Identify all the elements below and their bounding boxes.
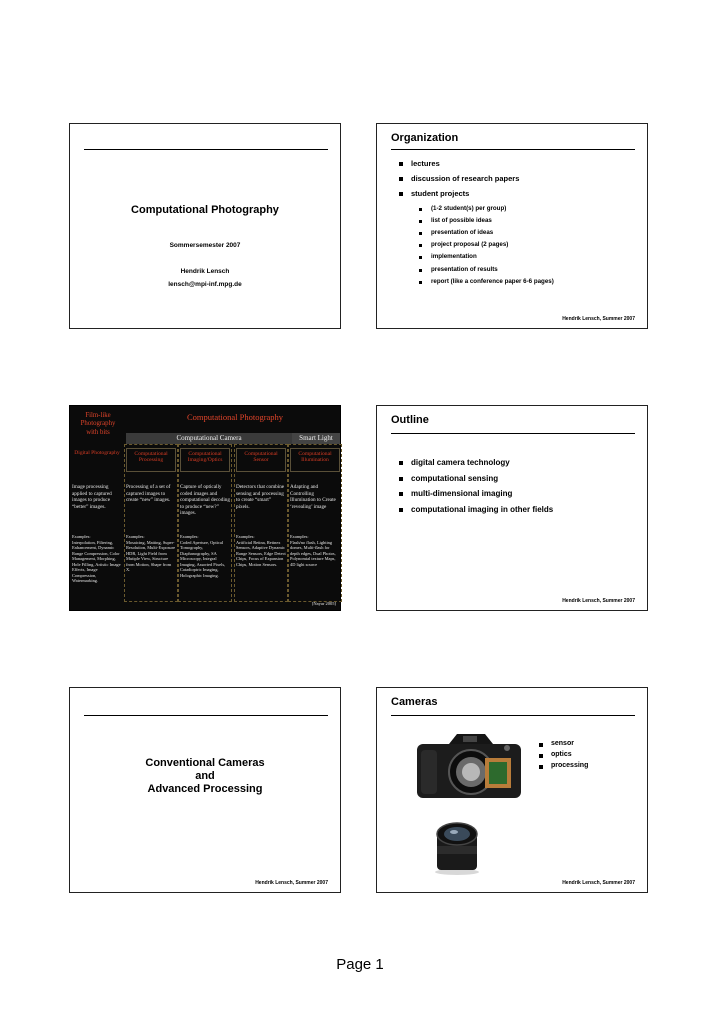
bullet-square-icon bbox=[419, 208, 422, 211]
column-header: Digital Photography bbox=[74, 450, 120, 456]
column-header: Computational Processing bbox=[126, 448, 176, 472]
sub-bullet-item bbox=[397, 241, 554, 248]
author-email: lensch@mpi-inf.mpg.de bbox=[168, 281, 242, 288]
slide-organization bbox=[376, 123, 648, 329]
bullet-text: student projects bbox=[411, 189, 470, 199]
bullet-text: report (like a conference paper 6-6 pages) bbox=[431, 277, 554, 285]
column-description: Detectors that combine sensing and processing to create “smart” pixels. bbox=[236, 484, 285, 510]
divider bbox=[391, 433, 635, 434]
column-description: Processing of a set of captured images to create “new” images. bbox=[126, 484, 171, 503]
course-title: Computational Photography bbox=[131, 204, 279, 216]
slide-computational-photography-table bbox=[69, 405, 341, 611]
bullet-item bbox=[537, 740, 588, 747]
cameras-topic-list bbox=[537, 740, 588, 773]
bullet-square-icon bbox=[539, 754, 543, 758]
zoom-lens-image bbox=[425, 816, 489, 876]
sub-bullet-item bbox=[397, 266, 554, 273]
column-header: Computational Illumination bbox=[290, 448, 340, 472]
bullet-square-icon bbox=[539, 743, 543, 747]
sub-bullet-item bbox=[397, 229, 554, 236]
column-examples: Examples: Mosaicing, Matting, Super-Resolution, Multi-Exposure HDR, Light Field from Mutiple View, Structure from Motion, Shape from X. bbox=[126, 534, 176, 572]
smart-light-band: Smart Light bbox=[292, 433, 340, 444]
bullet-item bbox=[397, 189, 554, 198]
sub-bullet-item bbox=[397, 253, 554, 260]
bullet-text: sensor bbox=[551, 740, 574, 747]
bullet-text: lectures bbox=[411, 159, 440, 168]
bullet-square-icon bbox=[419, 281, 422, 284]
bullet-item bbox=[397, 458, 553, 467]
bullet-text: (1-2 student(s) per group) bbox=[431, 204, 507, 212]
column-description: Image processing applied to captured images to produce “better” images. bbox=[72, 484, 112, 510]
computational-photography-heading: Computational Photography bbox=[186, 412, 284, 422]
bullet-square-icon bbox=[419, 220, 422, 223]
bullet-item bbox=[397, 159, 554, 168]
column-header: Computational Imaging/Optics bbox=[180, 448, 230, 472]
slide-footer: Hendrik Lensch, Summer 2007 bbox=[255, 880, 328, 886]
bullet-square-icon bbox=[399, 162, 403, 166]
bullet-square-icon bbox=[399, 177, 403, 181]
bullet-text: optics bbox=[551, 751, 572, 758]
organization-list bbox=[397, 159, 554, 290]
semester-label: Sommersemester 2007 bbox=[169, 242, 241, 249]
divider bbox=[84, 149, 328, 150]
section-title-line2: and bbox=[195, 770, 215, 782]
bullet-square-icon bbox=[399, 192, 403, 196]
sub-bullet-item bbox=[397, 217, 554, 224]
column-description: Capture of optically coded images and computational decoding to produce “new?” images. bbox=[180, 484, 230, 516]
dslr-camera-image bbox=[413, 730, 525, 802]
author-name: Hendrik Lensch bbox=[180, 268, 230, 275]
column-header: Computational Sensor bbox=[236, 448, 286, 472]
bullet-square-icon bbox=[399, 492, 403, 496]
bullet-text: list of possible ideas bbox=[431, 216, 492, 224]
slide-heading: Organization bbox=[391, 132, 459, 144]
column-examples: Examples: Flash/no flash, Lighting domes, Multi-flash for depth edges, Dual Photos, Polynomial texture Maps, 4D light source bbox=[290, 534, 336, 567]
sub-bullet-item bbox=[397, 278, 554, 285]
bullet-square-icon bbox=[539, 765, 543, 769]
page-number: Page 1 bbox=[336, 956, 384, 973]
section-title-line3: Advanced Processing bbox=[147, 783, 263, 795]
bullet-item bbox=[397, 489, 553, 498]
bullet-text: project proposal (2 pages) bbox=[431, 241, 509, 249]
bullet-square-icon bbox=[399, 461, 403, 465]
bullet-item bbox=[397, 505, 553, 514]
slide-footer: Hendrik Lensch, Summer 2007 bbox=[562, 880, 635, 886]
bullet-item bbox=[397, 174, 554, 183]
bullet-square-icon bbox=[399, 508, 403, 512]
bullet-text: multi-dimensional imaging bbox=[411, 489, 513, 498]
bullet-text: implementation bbox=[431, 253, 477, 261]
bullet-text: digital camera technology bbox=[411, 458, 510, 467]
bullet-text: processing bbox=[551, 762, 589, 769]
bullet-text: computational imaging in other fields bbox=[411, 504, 554, 514]
bullet-square-icon bbox=[419, 256, 422, 259]
bullet-square-icon bbox=[419, 232, 422, 235]
column-examples: Examples: Coded Aperture, Optical Tomography, Diaphanography, SA Microscopy, Integral Imaging, Assorted Pixels, Catadioptric Imaging, Holographic Imaging. bbox=[180, 534, 226, 578]
column-examples: Examples: Interpolation, Filtering, Enhancement, Dynamic Range Compression, Color Management, Morphing, Hole Filling, Artistic Image Effects, Image Compression, Watermarking. bbox=[72, 534, 121, 583]
bullet-item bbox=[537, 751, 588, 758]
film-like-label: Film-like Photography with bits bbox=[80, 412, 116, 436]
citation: [Nayar 2005] bbox=[311, 601, 336, 606]
slide-footer: Hendrik Lensch, Summer 2007 bbox=[562, 598, 635, 604]
slide-heading: Outline bbox=[391, 414, 429, 426]
divider bbox=[84, 715, 328, 716]
computational-camera-band: Computational Camera bbox=[126, 433, 292, 444]
sub-bullet-item bbox=[397, 205, 554, 212]
bullet-item bbox=[397, 474, 553, 483]
bullet-text: computational sensing bbox=[411, 473, 499, 483]
bullet-text: presentation of ideas bbox=[431, 228, 494, 236]
slide-footer: Hendrik Lensch, Summer 2007 bbox=[562, 316, 635, 322]
divider bbox=[391, 149, 635, 150]
column-description: Adapting and Controlling Illumination to Create ‘revealing’ image bbox=[290, 484, 336, 510]
bullet-text: presentation of results bbox=[431, 265, 498, 273]
section-title-line1: Conventional Cameras bbox=[145, 757, 265, 769]
divider bbox=[391, 715, 635, 716]
bullet-text: discussion of research papers bbox=[411, 174, 520, 184]
slide-title-computational-photography bbox=[69, 123, 341, 329]
slide-cameras bbox=[376, 687, 648, 893]
bullet-square-icon bbox=[399, 477, 403, 481]
slide-heading: Cameras bbox=[391, 696, 438, 708]
column-examples: Examples: Artificial Retina, Retinex Sensors, Adaptive Dynamic Range Sensors, Edge Detect Chips, Focus of Expansion Chips, Motion Sensors. bbox=[236, 534, 286, 567]
outline-list bbox=[397, 458, 553, 520]
bullet-square-icon bbox=[419, 244, 422, 247]
slide-conventional-cameras bbox=[69, 687, 341, 893]
bullet-square-icon bbox=[419, 269, 422, 272]
slide-outline bbox=[376, 405, 648, 611]
bullet-item bbox=[537, 762, 588, 769]
